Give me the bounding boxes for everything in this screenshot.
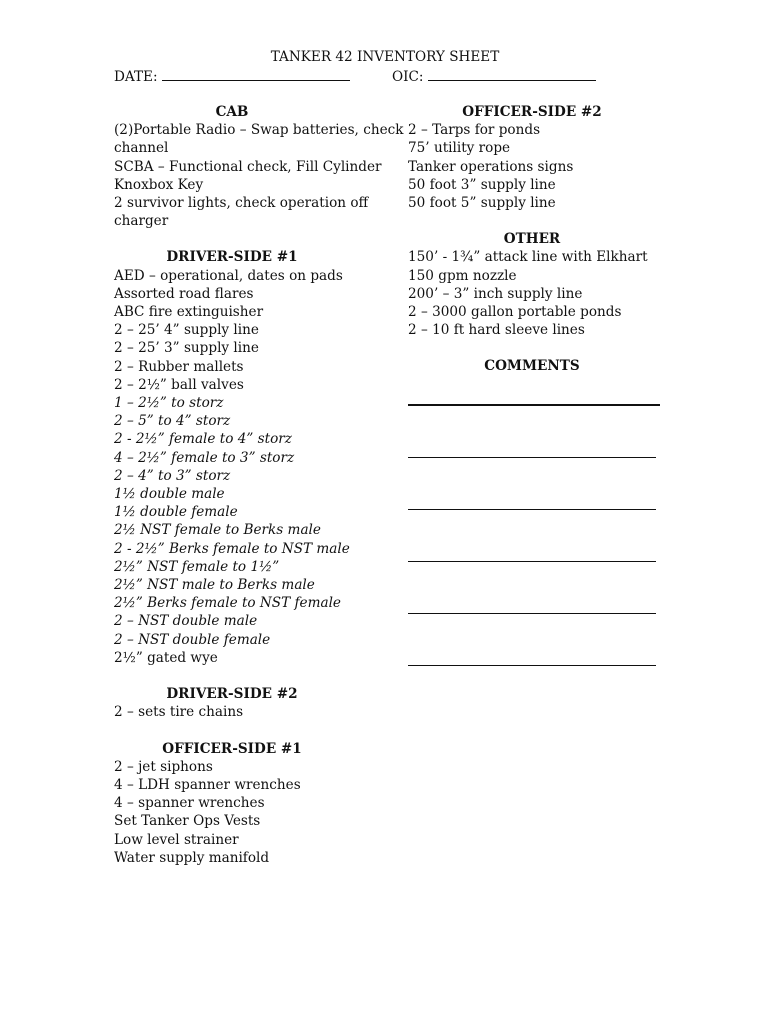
comment-line [408, 561, 656, 562]
section-officer-side-1 [114, 740, 404, 867]
inventory-item: 2 – NST double male [114, 613, 258, 630]
inventory-item: (2)Portable Radio – Swap batteries, check channel [114, 122, 404, 157]
comment-line [408, 404, 660, 406]
inventory-item: 1½ double female [114, 504, 238, 521]
comments-section [408, 357, 668, 665]
section-other [408, 230, 668, 339]
inventory-item: 150’ - 1¾” attack line with Elkhart [408, 249, 648, 266]
section-heading: OTHER [503, 231, 561, 248]
inventory-item: 2 - 2½” female to 4” storz [114, 431, 292, 448]
inventory-item: 1 – 2½” to storz [114, 395, 224, 412]
inventory-item: 2 – Rubber mallets [114, 358, 244, 375]
inventory-item: 2 – 25’ 3” supply line [114, 340, 259, 357]
inventory-item: ABC fire extinguisher [114, 304, 264, 321]
section-heading: OFFICER-SIDE #2 [462, 104, 602, 120]
inventory-item: Assorted road flares [114, 285, 254, 302]
section-heading: DRIVER-SIDE #1 [166, 249, 298, 266]
oic-blank [428, 66, 596, 81]
inventory-item: 2 – 5” to 4” storz [114, 413, 231, 430]
oic-field [392, 66, 596, 86]
section-heading: CAB [215, 104, 249, 120]
left-column [114, 103, 404, 867]
inventory-item: Set Tanker Ops Vests [114, 813, 261, 830]
page-title: TANKER 42 INVENTORY SHEET [270, 49, 500, 65]
inventory-item: Water supply manifold [114, 849, 270, 866]
section-cab [114, 103, 404, 230]
inventory-item: 50 foot 5” supply line [408, 195, 556, 212]
inventory-item: 4 – 2½” female to 3” storz [114, 449, 295, 466]
inventory-item: 4 – spanner wrenches [114, 795, 265, 812]
inventory-item: 2 - 2½” Berks female to NST male [114, 540, 350, 557]
comment-lines [408, 404, 668, 666]
section-heading: OFFICER-SIDE #1 [162, 740, 302, 757]
comments-heading: COMMENTS [484, 358, 580, 375]
inventory-item: 4 – LDH spanner wrenches [114, 776, 301, 793]
date-label: DATE: [114, 69, 158, 85]
inventory-item: 2 – sets tire chains [114, 704, 244, 721]
inventory-item: 2½ NST female to Berks male [114, 522, 321, 539]
right-sections [408, 103, 668, 339]
comment-line [408, 509, 656, 510]
inventory-item: 2 survivor lights, check operation off charger [114, 195, 369, 230]
right-column [408, 103, 668, 666]
inventory-item: 2 – 3000 gallon portable ponds [408, 304, 622, 321]
inventory-item: 2 – NST double female [114, 631, 271, 648]
comment-line [408, 665, 656, 666]
inventory-item: 75’ utility rope [408, 140, 511, 157]
inventory-item: 2 – 10 ft hard sleeve lines [408, 322, 585, 339]
section-driver-side-1 [114, 248, 404, 667]
inventory-item: 2 – Tarps for ponds [408, 122, 541, 139]
inventory-item: 2½” Berks female to NST female [114, 595, 341, 612]
inventory-item: 2½” gated wye [114, 649, 218, 666]
inventory-item: 2 – 25’ 4” supply line [114, 322, 259, 339]
comment-line [408, 457, 656, 458]
inventory-item: Low level strainer [114, 831, 239, 848]
inventory-item: 2 – jet siphons [114, 758, 213, 775]
inventory-item: 1½ double male [114, 486, 225, 503]
comment-line [408, 613, 656, 614]
inventory-item: Knoxbox Key [114, 176, 204, 193]
date-blank [162, 66, 350, 81]
inventory-item: 50 foot 3” supply line [408, 176, 556, 193]
oic-label: OIC: [392, 69, 424, 85]
inventory-item: 2½” NST female to 1½” [114, 558, 280, 575]
section-driver-side-2 [114, 685, 404, 721]
date-field [114, 66, 350, 86]
inventory-item: 200’ – 3” inch supply line [408, 285, 583, 302]
section-officer-side-2 [408, 103, 668, 212]
inventory-item: 2 – 4” to 3” storz [114, 467, 231, 484]
inventory-item: 2 – 2½” ball valves [114, 376, 244, 393]
section-heading: DRIVER-SIDE #2 [166, 686, 298, 703]
inventory-item: AED – operational, dates on pads [114, 267, 343, 284]
inventory-item: SCBA – Functional check, Fill Cylinder [114, 158, 382, 175]
inventory-item: 2½” NST male to Berks male [114, 577, 315, 594]
inventory-item: 150 gpm nozzle [408, 267, 517, 284]
inventory-item: Tanker operations signs [408, 158, 574, 175]
